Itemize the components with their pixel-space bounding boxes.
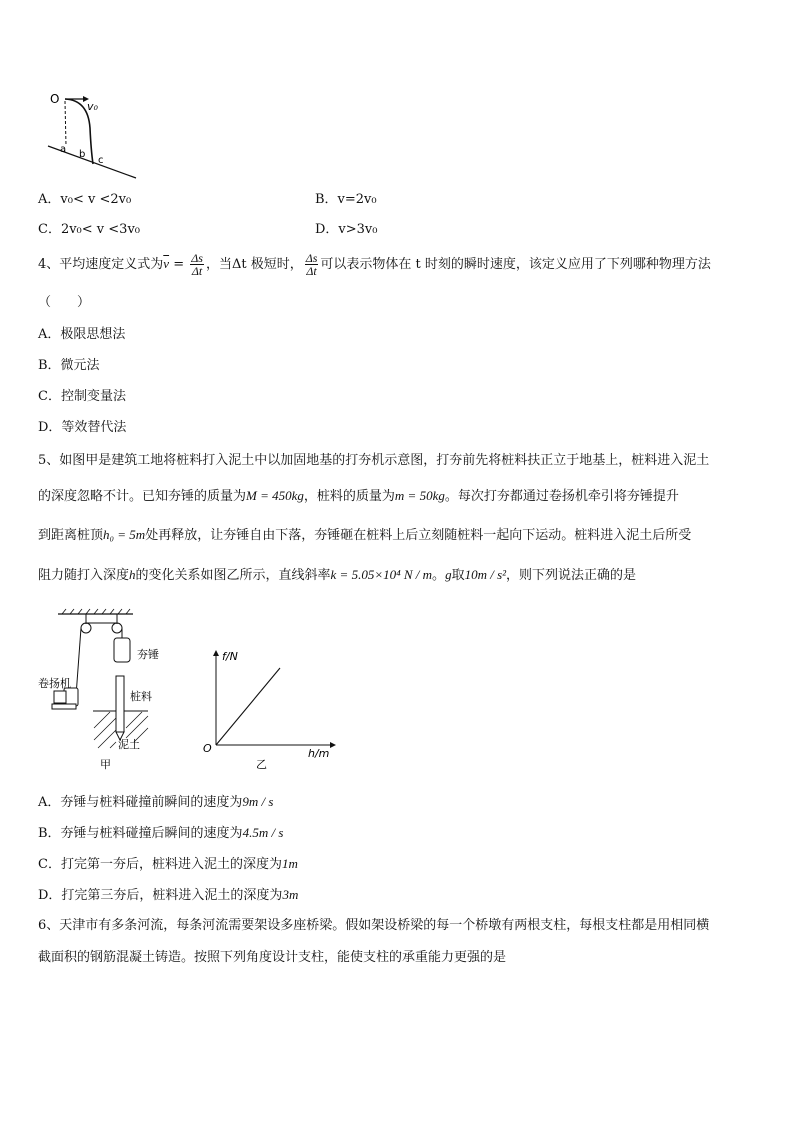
q5-line-1: 5、如图甲是建筑工地将桩料打入泥土中以加固地基的打夯机示意图，打夯前先将桩料扶正立于地基上，桩料进入泥土 (38, 453, 710, 468)
q4-text-1: 4、平均速度定义式为 (38, 257, 164, 272)
q4-option-a[interactable]: A．极限思想法 (38, 327, 126, 342)
pile-driver-figure (38, 608, 188, 773)
gravity-value: 10m / s² (464, 567, 507, 582)
q3-option-a[interactable]: A．v₀< v <2v₀ (38, 192, 132, 207)
q3-option-b[interactable]: B．v=2v₀ (315, 192, 377, 207)
q4-option-c[interactable]: C．控制变量法 (38, 389, 126, 404)
projectile-figure (38, 88, 148, 180)
q4-stem (38, 252, 711, 277)
q5-line-3: 到距离桩顶h₀ = 5m处再释放，让夯锤自由下落，夯锤砸在桩料上后立刻随桩料一起向下运动。桩料进入泥土后所受 (38, 527, 692, 543)
pile-label: 桩料 (130, 690, 152, 703)
mass-M: M = 450kg (246, 488, 304, 503)
q6-line-1: 6、天津市有多条河流，每条河流需要架设多座桥梁。假如架设桥梁的每一个桥墩有两根支柱，每根支柱都是用相同横 (38, 918, 710, 933)
q4-text-3: 可以表示物体在 t 时刻的瞬时速度，该定义应用了下列哪种物理方法 (320, 257, 711, 272)
height-h0: h₀ = 5m (103, 527, 146, 542)
q5-option-d[interactable]: D．打完第三夯后，桩料进入泥土的深度为3m (38, 887, 299, 903)
soil-label: 泥土 (118, 738, 140, 751)
depth-h: h (129, 567, 136, 582)
vbar-symbol: $\overline{v}$ (163, 256, 170, 271)
q4-paren: （ ） (38, 295, 91, 310)
hammer-label: 夯锤 (137, 648, 159, 661)
mass-m: m = 50kg (394, 488, 445, 503)
q5-line-2: 的深度忽略不计。已知夯锤的质量为M = 450kg，桩料的质量为m = 50kg。每次打夯都通过卷扬机牵引将夯锤提升 (38, 488, 679, 504)
graph-ylabel: f/N (222, 650, 238, 663)
graph-origin: O (203, 742, 212, 755)
point-b: b (79, 149, 86, 160)
graph-xlabel: h/m (308, 747, 330, 760)
delta-fraction-1: $\frac{\Delta s}{\Delta t}$ (191, 251, 203, 278)
q5-option-a[interactable]: A．夯锤与桩料碰撞前瞬间的速度为9m / s (38, 794, 274, 810)
delta-fraction-2: $\frac{\Delta s}{\Delta t}$ (305, 251, 318, 278)
origin-label: O (50, 92, 60, 106)
q4-option-d[interactable]: D．等效替代法 (38, 420, 127, 435)
q3-option-c[interactable]: C．2v₀< v <3v₀ (38, 222, 140, 237)
gravity-g: g (445, 567, 452, 582)
q5-option-b[interactable]: B．夯锤与桩料碰撞后瞬间的速度为4.5m / s (38, 825, 284, 841)
q5-option-c[interactable]: C．打完第一夯后，桩料进入泥土的深度为1m (38, 856, 298, 872)
force-depth-graph (196, 642, 336, 774)
q5-line-4: 阻力随打入深度h的变化关系如图乙所示，直线斜率k = 5.05×10⁴ N / m。g取10m / s²，则下列说法正确的是 (38, 567, 637, 583)
point-c: c (98, 155, 104, 166)
winch-label: 卷扬机 (38, 677, 71, 690)
figure-yi-caption: 乙 (256, 758, 267, 771)
figure-jia-caption: 甲 (100, 758, 111, 771)
velocity-label: v₀ (87, 100, 98, 113)
point-a: a (60, 144, 67, 155)
q4-option-b[interactable]: B．微元法 (38, 358, 100, 373)
q4-text-2: ，当Δt 极短时， (205, 257, 303, 272)
q3-option-d[interactable]: D．v>3v₀ (315, 222, 378, 237)
slope-k: k = 5.05×10⁴ N / m (330, 567, 433, 582)
q6-line-2: 截面积的钢筋混凝土铸造。按照下列角度设计支柱，能使支柱的承重能力更强的是 (38, 950, 507, 965)
eq-sign: = (169, 257, 189, 272)
